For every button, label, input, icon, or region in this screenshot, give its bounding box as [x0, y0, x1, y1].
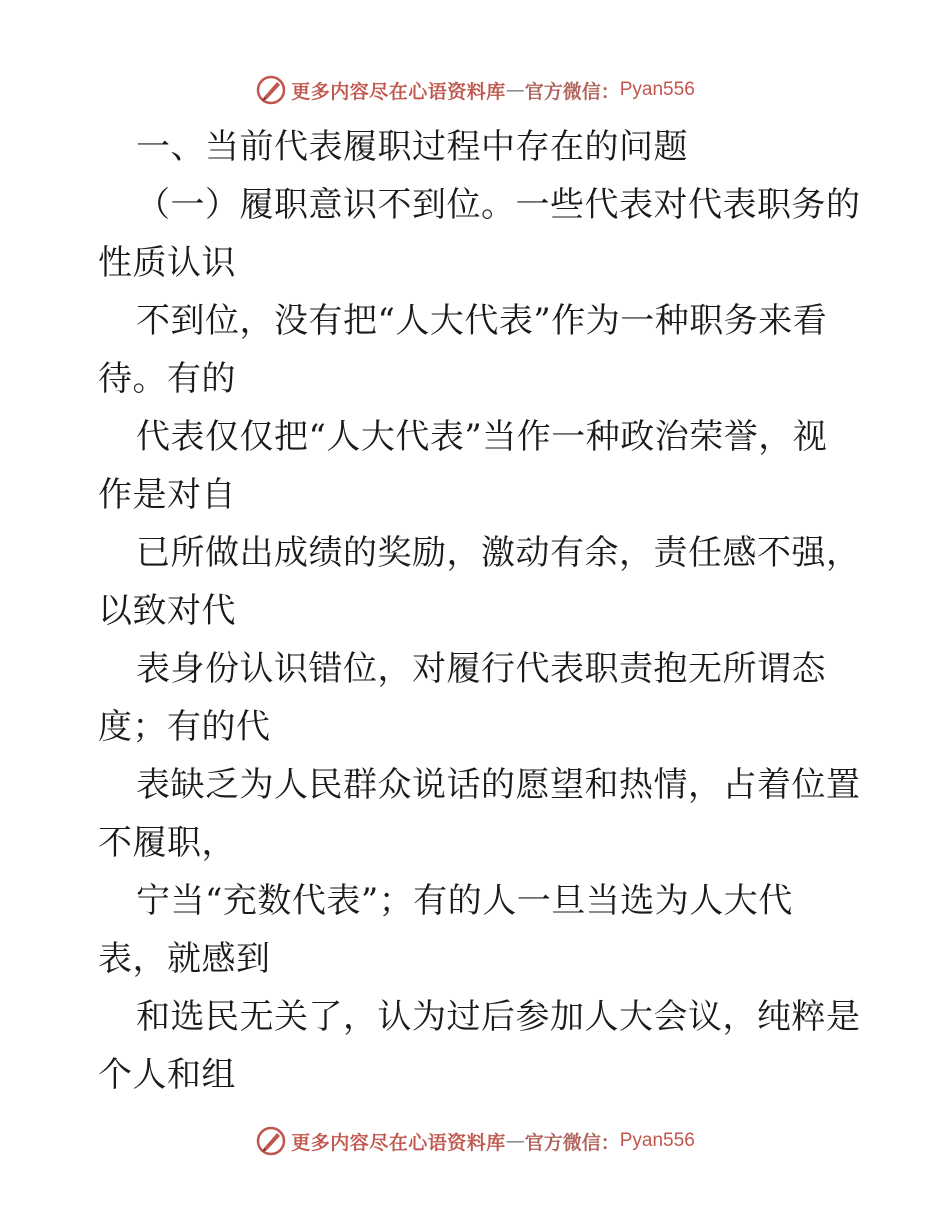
- quill-pen-seal-icon: [255, 1125, 287, 1157]
- paragraph-line: 以致对代: [98, 591, 236, 631]
- document-body: [98, 118, 861, 1104]
- watermark-separator: —: [505, 79, 525, 101]
- paragraph-line: 和选民无关了，认为过后参加人大会议，纯粹是: [136, 997, 861, 1037]
- section-heading: 一、当前代表履职过程中存在的问题: [136, 127, 688, 167]
- watermark-wechat-id: Pyan556: [619, 79, 695, 100]
- paragraph-line: 表身份认识错位，对履行代表职责抱无所谓态: [136, 649, 826, 689]
- paragraph-line: 表缺乏为人民群众说话的愿望和热情，占着位置: [136, 765, 861, 805]
- paragraph-line: 代表仅仅把“人大代表”当作一种政治荣誉，视: [136, 417, 828, 457]
- footer-watermark: [0, 1121, 950, 1161]
- paragraph-line: 待。有的: [98, 359, 236, 399]
- watermark-brand: 更多内容尽在心语资料库: [291, 80, 506, 103]
- paragraph-line: 性质认识: [98, 243, 236, 283]
- watermark-wechat-id: Pyan556: [619, 1130, 695, 1151]
- watermark-wechat-label: 官方微信：: [524, 80, 620, 103]
- header-watermark: [0, 70, 950, 110]
- paragraph-line: 表，就感到: [98, 939, 271, 979]
- watermark-separator: —: [505, 1130, 525, 1152]
- paragraph-line: （一）履职意识不到位。一些代表对代表职务的: [136, 185, 861, 225]
- quill-pen-seal-icon: [255, 74, 287, 106]
- paragraph-line: 不履职，: [98, 823, 236, 863]
- paragraph-line: 宁当“充数代表”；有的人一旦当选为人大代: [136, 881, 793, 921]
- paragraph-line: 不到位，没有把“人大代表”作为一种职务来看: [136, 301, 828, 341]
- paragraph-line: 作是对自: [98, 475, 236, 515]
- watermark-wechat-label: 官方微信：: [524, 1131, 620, 1154]
- paragraph-line: 度；有的代: [98, 707, 271, 747]
- watermark-brand: 更多内容尽在心语资料库: [291, 1131, 506, 1154]
- paragraph-line: 已所做出成绩的奖励，激动有余，责任感不强，: [136, 533, 861, 573]
- paragraph-line: 个人和组: [98, 1055, 236, 1095]
